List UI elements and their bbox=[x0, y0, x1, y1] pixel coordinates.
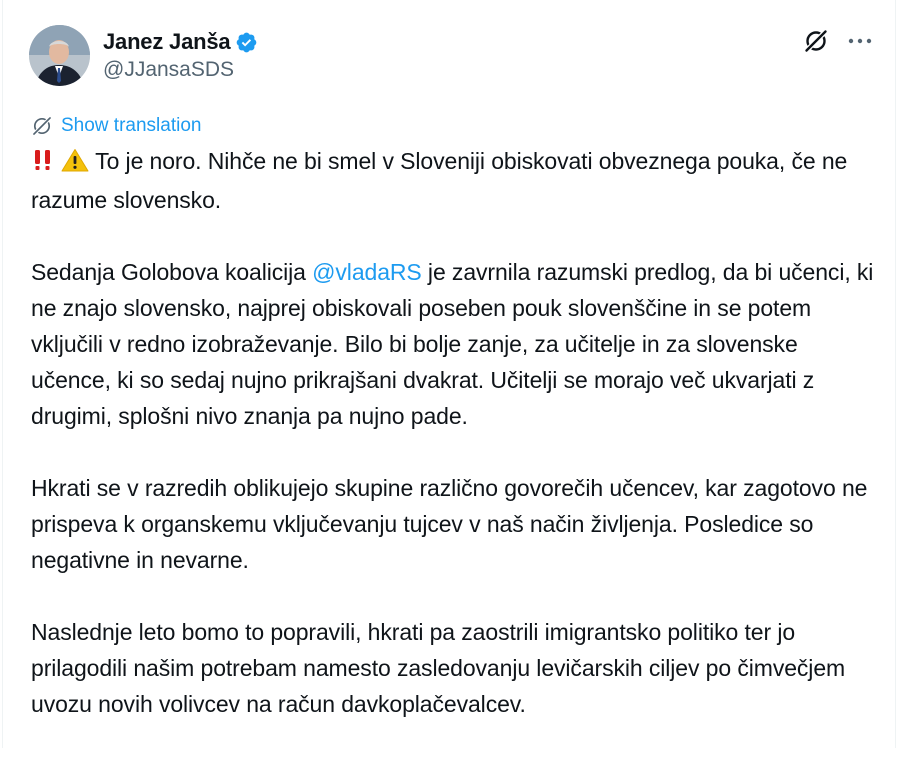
tweet-card bbox=[2, 0, 896, 748]
paragraph-text: Hkrati se v razredih oblikujejo skupine različno govorečih učencev, kar zagotovo ne prispeva k organskemu vključevanju tujcev v naš način življenja. Posledice so negativne in nevarne. bbox=[31, 475, 868, 573]
author-handle[interactable]: @JJansaSDS bbox=[103, 58, 235, 81]
tweet-paragraph bbox=[31, 614, 881, 722]
author-display-name[interactable]: Janez Janša bbox=[103, 29, 231, 54]
more-dots-glyph bbox=[848, 37, 872, 45]
paragraph-text: je zavrnila razumski predlog, da bi učenci, ki ne znajo slovensko, najprej obiskovali poseben pouk slovenščine in se potem vključili v redno izobraževanje. Bilo bi bolje zanje, za učitelje in za slovenske učence, ki so sedaj nujno prikrajšani dvakrat. Učitelji se morajo več ukvarjati z drugimi, splošni nivo znanja pa nujno pade. bbox=[31, 259, 874, 429]
translate-icon bbox=[31, 115, 53, 137]
tweet-actions-top bbox=[801, 26, 875, 56]
paragraph-text: Sedanja Golobova koalicija bbox=[31, 259, 313, 285]
paragraph-text: Naslednje leto bomo to popravili, hkrati pa zaostrili imigrantsko politiko ter jo prilagodili našim potrebam namesto zasledovanju levičarskih ciljev po čimvečjem uvozu novih volivcev na račun davkoplačevalcev. bbox=[31, 619, 846, 717]
show-translation-link[interactable] bbox=[31, 113, 201, 139]
tweet-paragraph bbox=[31, 254, 881, 434]
grok-glyph bbox=[803, 28, 829, 54]
paragraph-text: To je noro. Nihče ne bi smel v Sloveniji obiskovati obveznega pouka, če ne razume slovensko. bbox=[31, 148, 848, 213]
tweet-paragraph bbox=[31, 470, 881, 578]
warning-icon bbox=[61, 146, 89, 182]
tweet-text bbox=[31, 143, 881, 758]
verified-badge-icon bbox=[235, 31, 258, 54]
grok-icon[interactable] bbox=[801, 26, 831, 56]
avatar-image bbox=[29, 25, 90, 86]
tweet-paragraph bbox=[31, 143, 881, 218]
mention-link[interactable]: @vladaRS bbox=[312, 259, 422, 285]
avatar[interactable] bbox=[29, 25, 90, 86]
show-translation-label[interactable]: Show translation bbox=[61, 115, 202, 136]
more-options-icon[interactable] bbox=[845, 26, 875, 56]
author-name-row[interactable] bbox=[103, 28, 258, 56]
double-exclamation-icon bbox=[31, 146, 55, 182]
